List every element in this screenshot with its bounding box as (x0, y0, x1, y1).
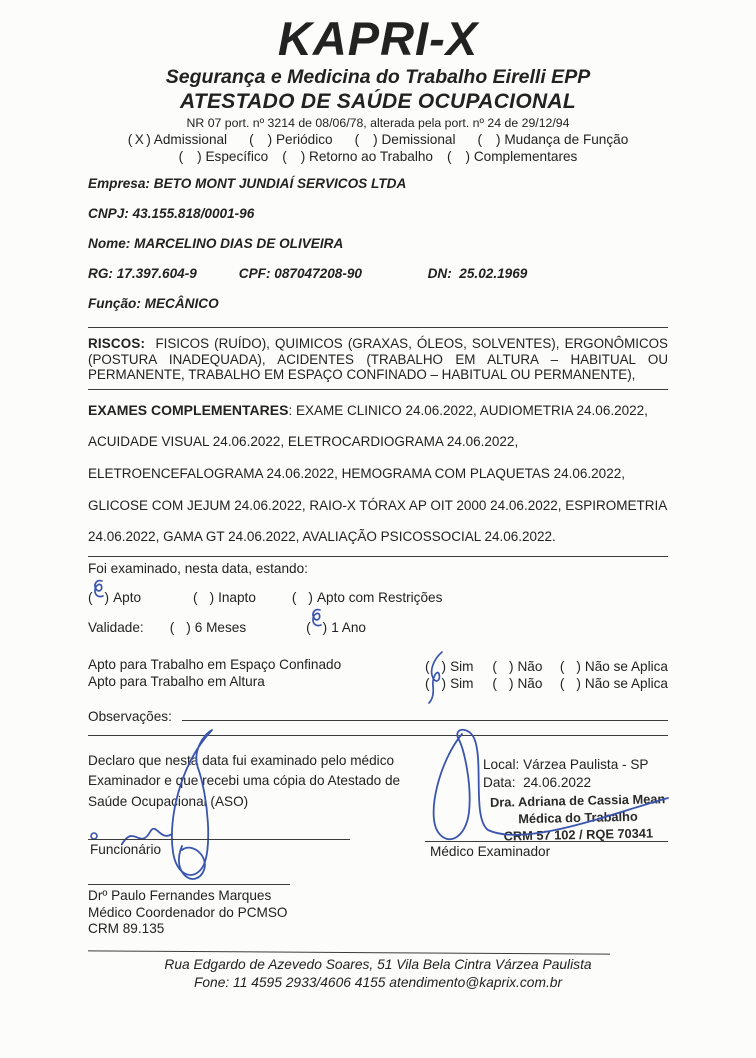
aptitude-row-altura: Apto para Trabalho em Altura ( ) Sim ( ) Não ( ) Não se Aplica (88, 674, 668, 691)
coordinator-crm: CRM 89.135 (88, 921, 165, 937)
rg-value: 17.397.604-9 (116, 266, 197, 282)
checkbox-retorno-trabalho: ( ) Retorno ao Trabalho (282, 149, 433, 165)
funcao-label: Função: (88, 296, 141, 312)
riscos-text: FISICOS (RUÍDO), QUIMICOS (GRAXAS, ÓLEOS, SOLVENTES), ERGONÔMICOS (POSTURA INADEQUADA), ACIDENTES (TRABALHO EM ALTURA – HABITUAL OU PERMANENTE, TRABALHO EM ESPAÇO CONFINADO – HABITUAL OU PERMANENTE), (88, 336, 668, 383)
nome-label: Nome: (88, 236, 131, 252)
observacoes-row (88, 707, 668, 724)
dn-value: 25.02.1969 (459, 266, 528, 282)
field-empresa (88, 177, 668, 192)
option-nao-se-aplica: ( ) Não se Aplica (559, 675, 668, 691)
coordinator-name: Drº Paulo Fernandes Marques (88, 888, 272, 904)
cnpj-label: CNPJ: (88, 206, 129, 222)
cpf-value: 087047208-90 (274, 266, 362, 282)
checkbox-periodico: ( ) Periódico (249, 132, 333, 148)
option-apto: ( ) Apto (88, 589, 141, 606)
stamp-role: Médica do Trabalho (518, 808, 638, 827)
medico-examinador-label: Médico Examinador (430, 844, 551, 860)
local-row: Local: Várzea Paulista - SP (483, 757, 649, 773)
document-header (88, 14, 668, 164)
medico-signature-line (425, 841, 668, 842)
exam-intro: Foi examinado, nesta data, estando: (88, 560, 308, 576)
exam-type-row-2 (88, 149, 668, 164)
observacoes-label: Observações: (88, 709, 172, 725)
option-sim: ( ) Sim (425, 675, 474, 691)
field-cnpj (88, 207, 668, 222)
regulation-text: NR 07 port. nº 3214 de 08/06/78, alterada pela port. nº 24 de 29/12/94 (186, 116, 570, 131)
funcionario-signature-line (88, 839, 350, 840)
empresa-label: Empresa: (88, 176, 150, 192)
document-footer (88, 952, 668, 992)
handwritten-check-icon (309, 606, 325, 630)
option-nao-se-aplica: ( ) Não se Aplica (559, 658, 668, 674)
observacoes-blank-line (182, 707, 668, 721)
handwritten-check-icon (91, 577, 107, 601)
option-nao: ( ) Não (492, 675, 543, 691)
checkbox-demissional: ( ) Demissional (354, 132, 456, 148)
separator-line (88, 556, 668, 557)
document-title: ATESTADO DE SAÚDE OCUPACIONAL (179, 90, 577, 114)
rg-pair: RG: 17.397.604-9 (88, 266, 197, 282)
checkmark-slot (311, 618, 323, 632)
coordinator-role: Médico Coordenador do PCMSO (88, 904, 288, 920)
riscos-section (88, 328, 668, 389)
checkmark-slot (93, 589, 105, 603)
signature-zone (88, 736, 668, 878)
option-apto-restricoes: ( ) Apto com Restrições (291, 590, 443, 606)
empresa-value: BETO MONT JUNDIAÍ SERVICOS LTDA (153, 176, 407, 192)
checkbox-especifico: ( ) Específico (178, 149, 269, 165)
option-inapto: ( ) Inapto (193, 590, 256, 606)
local-value: Várzea Paulista - SP (523, 757, 649, 773)
footer-address: Rua Edgardo de Azevedo Soares, 51 Vila Bela Cintra Várzea Paulista (164, 956, 592, 972)
exames-section (88, 390, 668, 556)
identification-fields (88, 177, 668, 312)
validade-label: Validade: (88, 620, 144, 636)
funcao-value: MECÂNICO (144, 296, 219, 312)
company-subtitle: Segurança e Medicina do Trabalho Eirelli EPP (165, 66, 591, 89)
cpf-pair: CPF: 087047208-90 (238, 266, 362, 282)
field-rg-cpf-dn (88, 267, 668, 282)
checkbox-complementares: ( ) Complementares (446, 149, 578, 165)
funcionario-label: Funcionário (90, 842, 162, 858)
footer-phone: Fone: 11 4595 2933/4606 4155 atendimento@kaprix.com.br (193, 974, 563, 990)
funcionario-signature (60, 724, 290, 899)
cnpj-value: 43.155.818/0001-96 (132, 206, 255, 222)
stamp-crm: CRM 57 102 / RQE 70341 (503, 825, 654, 844)
checkbox-admissional: ( X ) Admissional (127, 132, 228, 148)
nome-value: MARCELINO DIAS DE OLIVEIRA (134, 236, 344, 252)
exames-label: EXAMES COMPLEMENTARES (88, 401, 289, 418)
option-sim: ( ) Sim (425, 658, 474, 674)
exames-text: : EXAME CLINICO 24.06.2022, AUDIOMETRIA 24.06.2022, ACUIDADE VISUAL 24.06.2022, ELETROCARDIOGRAMA 24.06.2022, ELETROENCEFALOGRAMA 24.06.2022, HEMOGRAMA COM PLAQUETAS 24.06.2022, GLICOSE COM JEJUM 24.06.2022, RAIO-X TÓRAX AP OIT 2000 24.06.2022, ESPIROMETRIA 24.06.2022, GAMA GT 24.06.2022, AVALIAÇÃO PSICOSSOCIAL 24.06.2022. (88, 402, 667, 545)
validade-row (88, 618, 668, 635)
data-value: 24.06.2022 (523, 775, 592, 791)
exam-type-row-1 (88, 132, 668, 147)
stamp-name: Dra. Adriana de Cassia Mean (489, 791, 666, 810)
footer-line (88, 950, 610, 954)
aptitude-block (88, 657, 668, 691)
examination-result (88, 561, 668, 724)
option-6-meses: ( ) 6 Meses (169, 620, 247, 636)
option-1-ano: ( ) 1 Ano (306, 618, 366, 635)
status-options-row (88, 589, 668, 606)
medico-signature (416, 726, 676, 856)
aptitude-row-espaco-confinado: Apto para Trabalho em Espaço Confinado ( ) Sim ( ) Não ( ) Não se Aplica (88, 657, 668, 674)
field-nome (88, 237, 668, 252)
declaration-text: Declaro que nesta data fui examinado pelo médico Examinador e que recebi uma cópia do Atestado de Saúde Ocupacional (ASO) (88, 753, 401, 809)
riscos-label: RISCOS: (88, 336, 146, 352)
dn-pair: DN: 25.02.1969 (427, 266, 528, 282)
checkbox-mudanca-funcao: ( ) Mudança de Função (477, 132, 629, 148)
checkbox-mark: X (134, 132, 144, 148)
data-row: Data: 24.06.2022 (483, 775, 592, 791)
brand-title: KAPRI-X (277, 12, 479, 65)
field-funcao (88, 297, 668, 312)
option-nao: ( ) Não (492, 658, 543, 674)
